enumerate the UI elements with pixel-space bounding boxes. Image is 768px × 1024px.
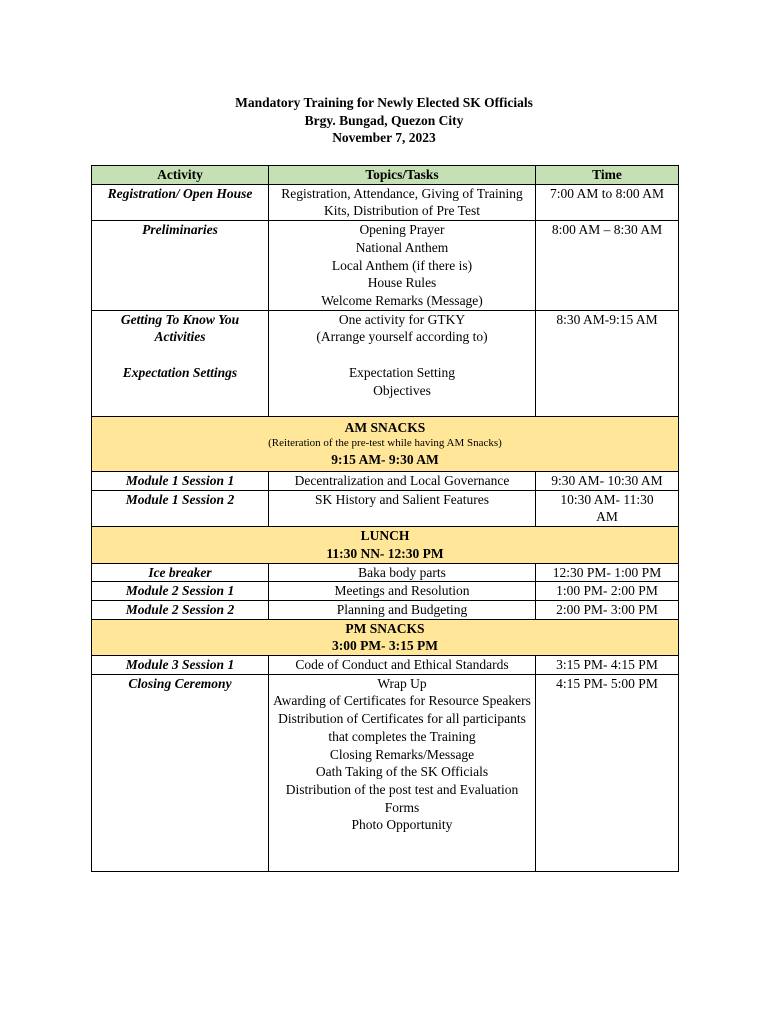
table-header-row <box>92 166 679 185</box>
topics-cell <box>269 656 536 675</box>
table-row <box>92 674 679 871</box>
banner-title: LUNCH <box>360 528 410 544</box>
topic-line: Baka body parts <box>358 564 446 580</box>
table-row <box>92 310 679 416</box>
banner-time: 3:00 PM- 3:15 PM <box>331 638 439 654</box>
topic-line: National Anthem <box>355 239 449 255</box>
activity-cell: Module 1 Session 1 <box>92 472 269 491</box>
topics-cell <box>269 600 536 619</box>
activity-line: Expectation Settings <box>122 365 238 381</box>
document-title: Mandatory Training for Newly Elected SK Officials <box>235 95 533 110</box>
topics-cell <box>269 563 536 582</box>
banner-note: (Reiteration of the pre-test while having AM Snacks) <box>268 437 502 450</box>
topic-line: Oath Taking of the SK Officials <box>315 764 489 780</box>
banner-title: AM SNACKS <box>344 419 426 435</box>
topics-cell <box>269 310 536 416</box>
pm-snacks-banner <box>92 619 679 655</box>
column-header-topics: Topics/Tasks <box>269 166 536 185</box>
topic-line: Code of Conduct and Ethical Standards <box>295 657 509 673</box>
topics-cell <box>269 221 536 311</box>
table-row <box>92 184 679 220</box>
time-cell: 8:30 AM-9:15 AM <box>536 310 679 416</box>
table-row <box>92 563 679 582</box>
topic-line: Objectives <box>373 382 431 398</box>
am-snacks-banner <box>92 416 679 471</box>
topics-cell <box>269 184 536 220</box>
banner-time: 11:30 NN- 12:30 PM <box>326 545 444 561</box>
table-row <box>92 600 679 619</box>
banner-cell <box>92 416 679 471</box>
topic-line: Distribution of Certificates for all participants that completes the Training <box>278 711 526 744</box>
column-header-activity: Activity <box>92 166 269 185</box>
topic-line: Wrap Up <box>377 675 427 691</box>
topics-cell <box>269 582 536 601</box>
topic-line: (Arrange yourself according to) <box>316 329 488 345</box>
time-cell: 4:15 PM- 5:00 PM <box>536 674 679 871</box>
activity-cell: Module 3 Session 1 <box>92 656 269 675</box>
time-cell: 10:30 AM- 11:30 AM <box>536 490 679 526</box>
activity-line: Getting To Know You Activities <box>120 311 240 345</box>
lunch-banner <box>92 527 679 563</box>
document-date: November 7, 2023 <box>332 130 436 145</box>
activity-cell: Module 2 Session 1 <box>92 582 269 601</box>
table-row <box>92 582 679 601</box>
time-cell: 7:00 AM to 8:00 AM <box>536 184 679 220</box>
topics-cell <box>269 490 536 526</box>
banner-time: 9:15 AM- 9:30 AM <box>331 452 439 468</box>
banner-title: PM SNACKS <box>345 620 425 636</box>
topic-line: Planning and Budgeting <box>336 601 468 617</box>
table-row <box>92 221 679 311</box>
banner-cell <box>92 619 679 655</box>
activity-cell: Closing Ceremony <box>92 674 269 871</box>
topic-line: Distribution of the post test and Evaluation Forms <box>285 781 519 815</box>
document-header <box>0 94 768 147</box>
time-cell: 8:00 AM – 8:30 AM <box>536 221 679 311</box>
topic-line: Expectation Setting <box>348 365 456 381</box>
topic-line: Opening Prayer <box>359 222 445 238</box>
table-row <box>92 656 679 675</box>
topic-line: Meetings and Resolution <box>334 583 470 599</box>
time-cell: 3:15 PM- 4:15 PM <box>536 656 679 675</box>
time-cell: 12:30 PM- 1:00 PM <box>536 563 679 582</box>
activity-cell <box>92 310 269 416</box>
topic-line: House Rules <box>367 275 437 291</box>
topic-line: Photo Opportunity <box>351 817 453 833</box>
topic-line: Registration, Attendance, Giving of Training Kits, Distribution of Pre Test <box>281 185 523 219</box>
topic-line: One activity for GTKY <box>338 311 466 327</box>
topics-cell <box>269 472 536 491</box>
banner-cell <box>92 527 679 563</box>
document-location: Brgy. Bungad, Quezon City <box>304 112 464 128</box>
time-cell: 9:30 AM- 10:30 AM <box>536 472 679 491</box>
activity-cell: Preliminaries <box>92 221 269 311</box>
time-cell: 1:00 PM- 2:00 PM <box>536 582 679 601</box>
topic-line: Welcome Remarks (Message) <box>321 292 483 308</box>
topic-line: Local Anthem (if there is) <box>331 257 473 273</box>
table-row <box>92 490 679 526</box>
activity-cell: Ice breaker <box>92 563 269 582</box>
time-cell: 2:00 PM- 3:00 PM <box>536 600 679 619</box>
topic-line: Closing Remarks/Message <box>329 746 475 762</box>
topic-line: SK History and Salient Features <box>315 491 489 507</box>
topics-cell <box>269 674 536 871</box>
activity-cell: Registration/ Open House <box>92 184 269 220</box>
table-row <box>92 472 679 491</box>
activity-cell: Module 1 Session 2 <box>92 490 269 526</box>
schedule-table <box>91 165 679 872</box>
column-header-time: Time <box>536 166 679 185</box>
topic-line: Awarding of Certificates for Resource Speakers <box>273 693 531 709</box>
activity-cell: Module 2 Session 2 <box>92 600 269 619</box>
topic-line: Decentralization and Local Governance <box>294 473 510 489</box>
